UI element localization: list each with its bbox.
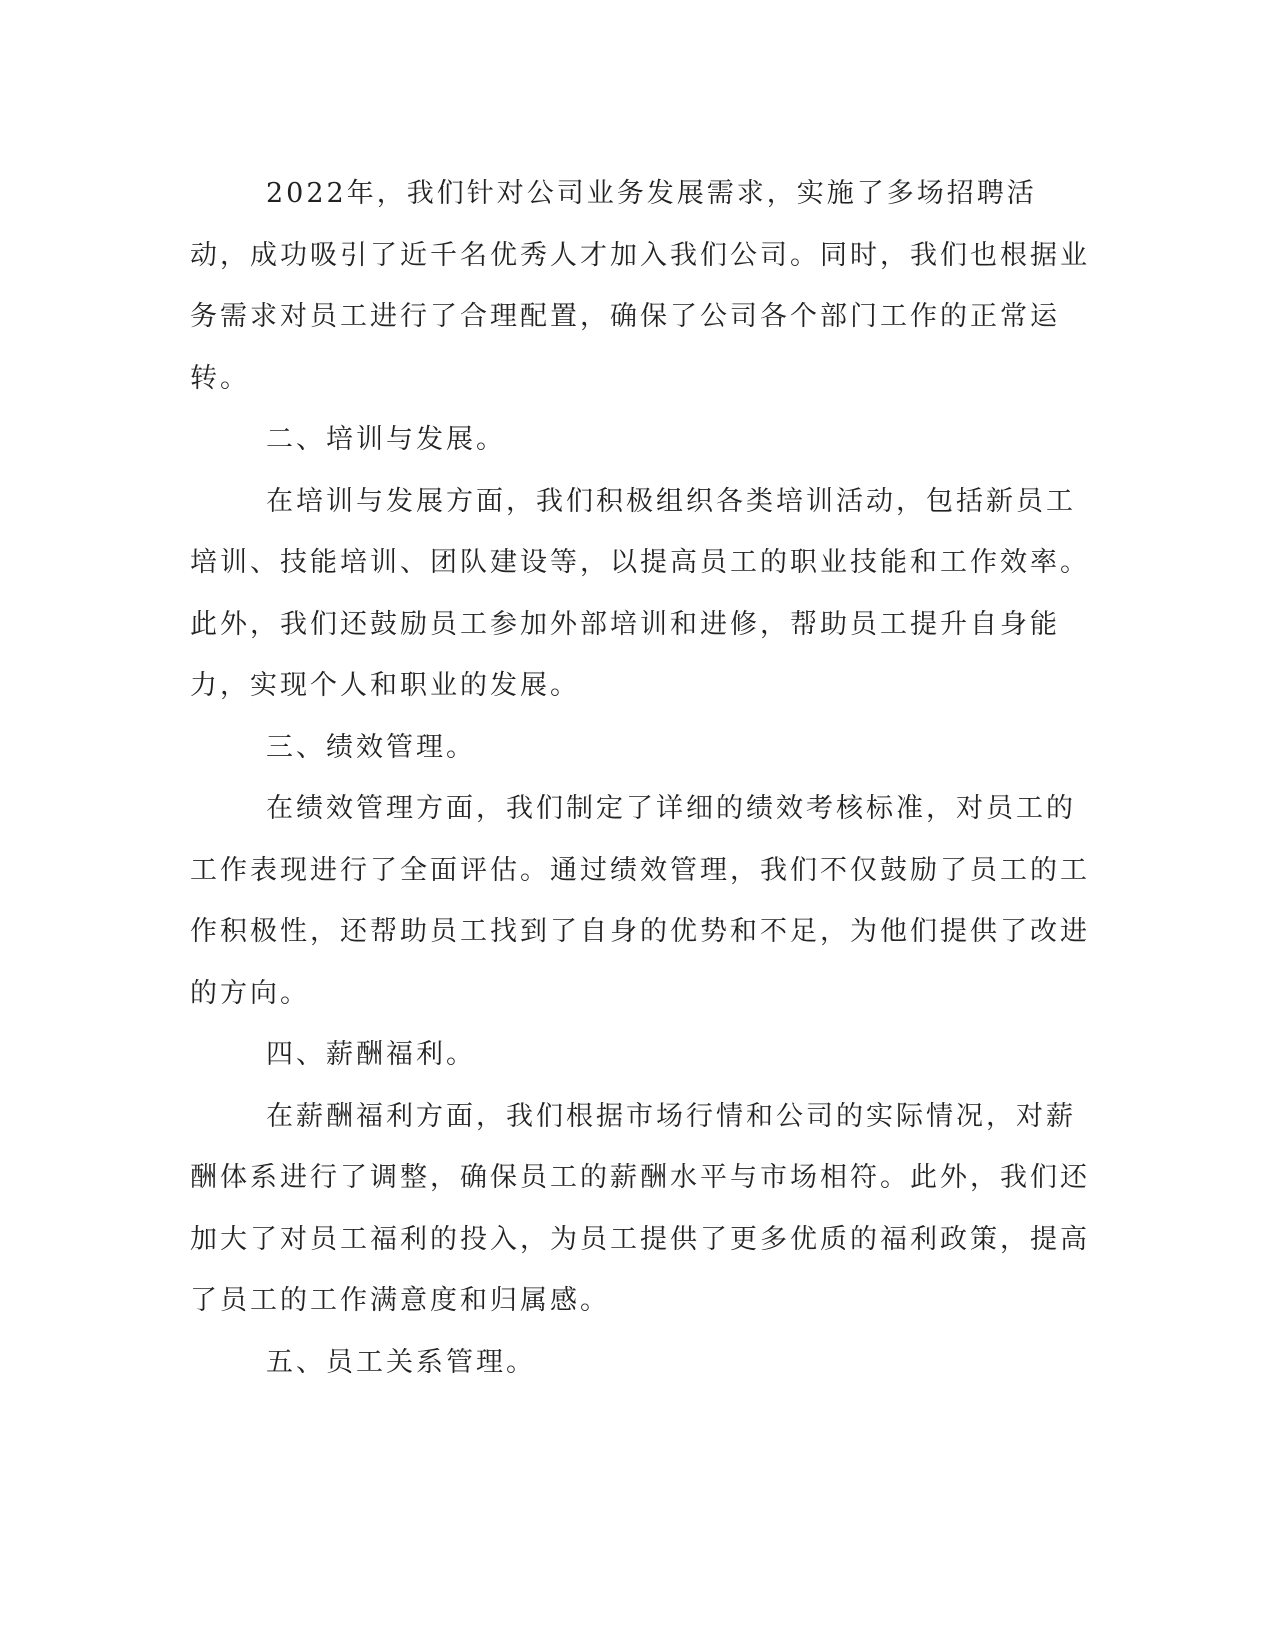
paragraph-performance: 在绩效管理方面，我们制定了详细的绩效考核标准，对员工的工作表现进行了全面评估。通过绩效管理，我们不仅鼓励了员工的工作积极性，还帮助员工找到了自身的优势和不足，为他们提供了改进的方向。 — [190, 793, 1090, 1009]
section-heading-employee-relations: 五、员工关系管理。 — [266, 1346, 536, 1378]
paragraph-compensation: 在薪酬福利方面，我们根据市场行情和公司的实际情况，对薪酬体系进行了调整，确保员工的薪酬水平与市场相符。此外，我们还加大了对员工福利的投入，为员工提供了更多优质的福利政策，提高了员工的工作满意度和归属感。 — [190, 1100, 1090, 1316]
section-heading-training: 二、培训与发展。 — [266, 424, 506, 455]
paragraph-training: 在培训与发展方面，我们积极组织各类培训活动，包括新员工培训、技能培训、团队建设等，以提高员工的职业技能和工作效率。此外，我们还鼓励员工参加外部培训和进修，帮助员工提升自身能力，实现个人和职业的发展。 — [190, 485, 1090, 701]
section-heading-compensation: 四、薪酬福利。 — [266, 1039, 476, 1070]
document-body — [190, 163, 1090, 1393]
section-heading-performance: 三、绩效管理。 — [266, 731, 476, 763]
paragraph-recruitment: 2022年，我们针对公司业务发展需求，实施了多场招聘活动，成功吸引了近千名优秀人才加入我们公司。同时，我们也根据业务需求对员工进行了合理配置，确保了公司各个部门工作的正常运转。 — [190, 178, 1090, 394]
